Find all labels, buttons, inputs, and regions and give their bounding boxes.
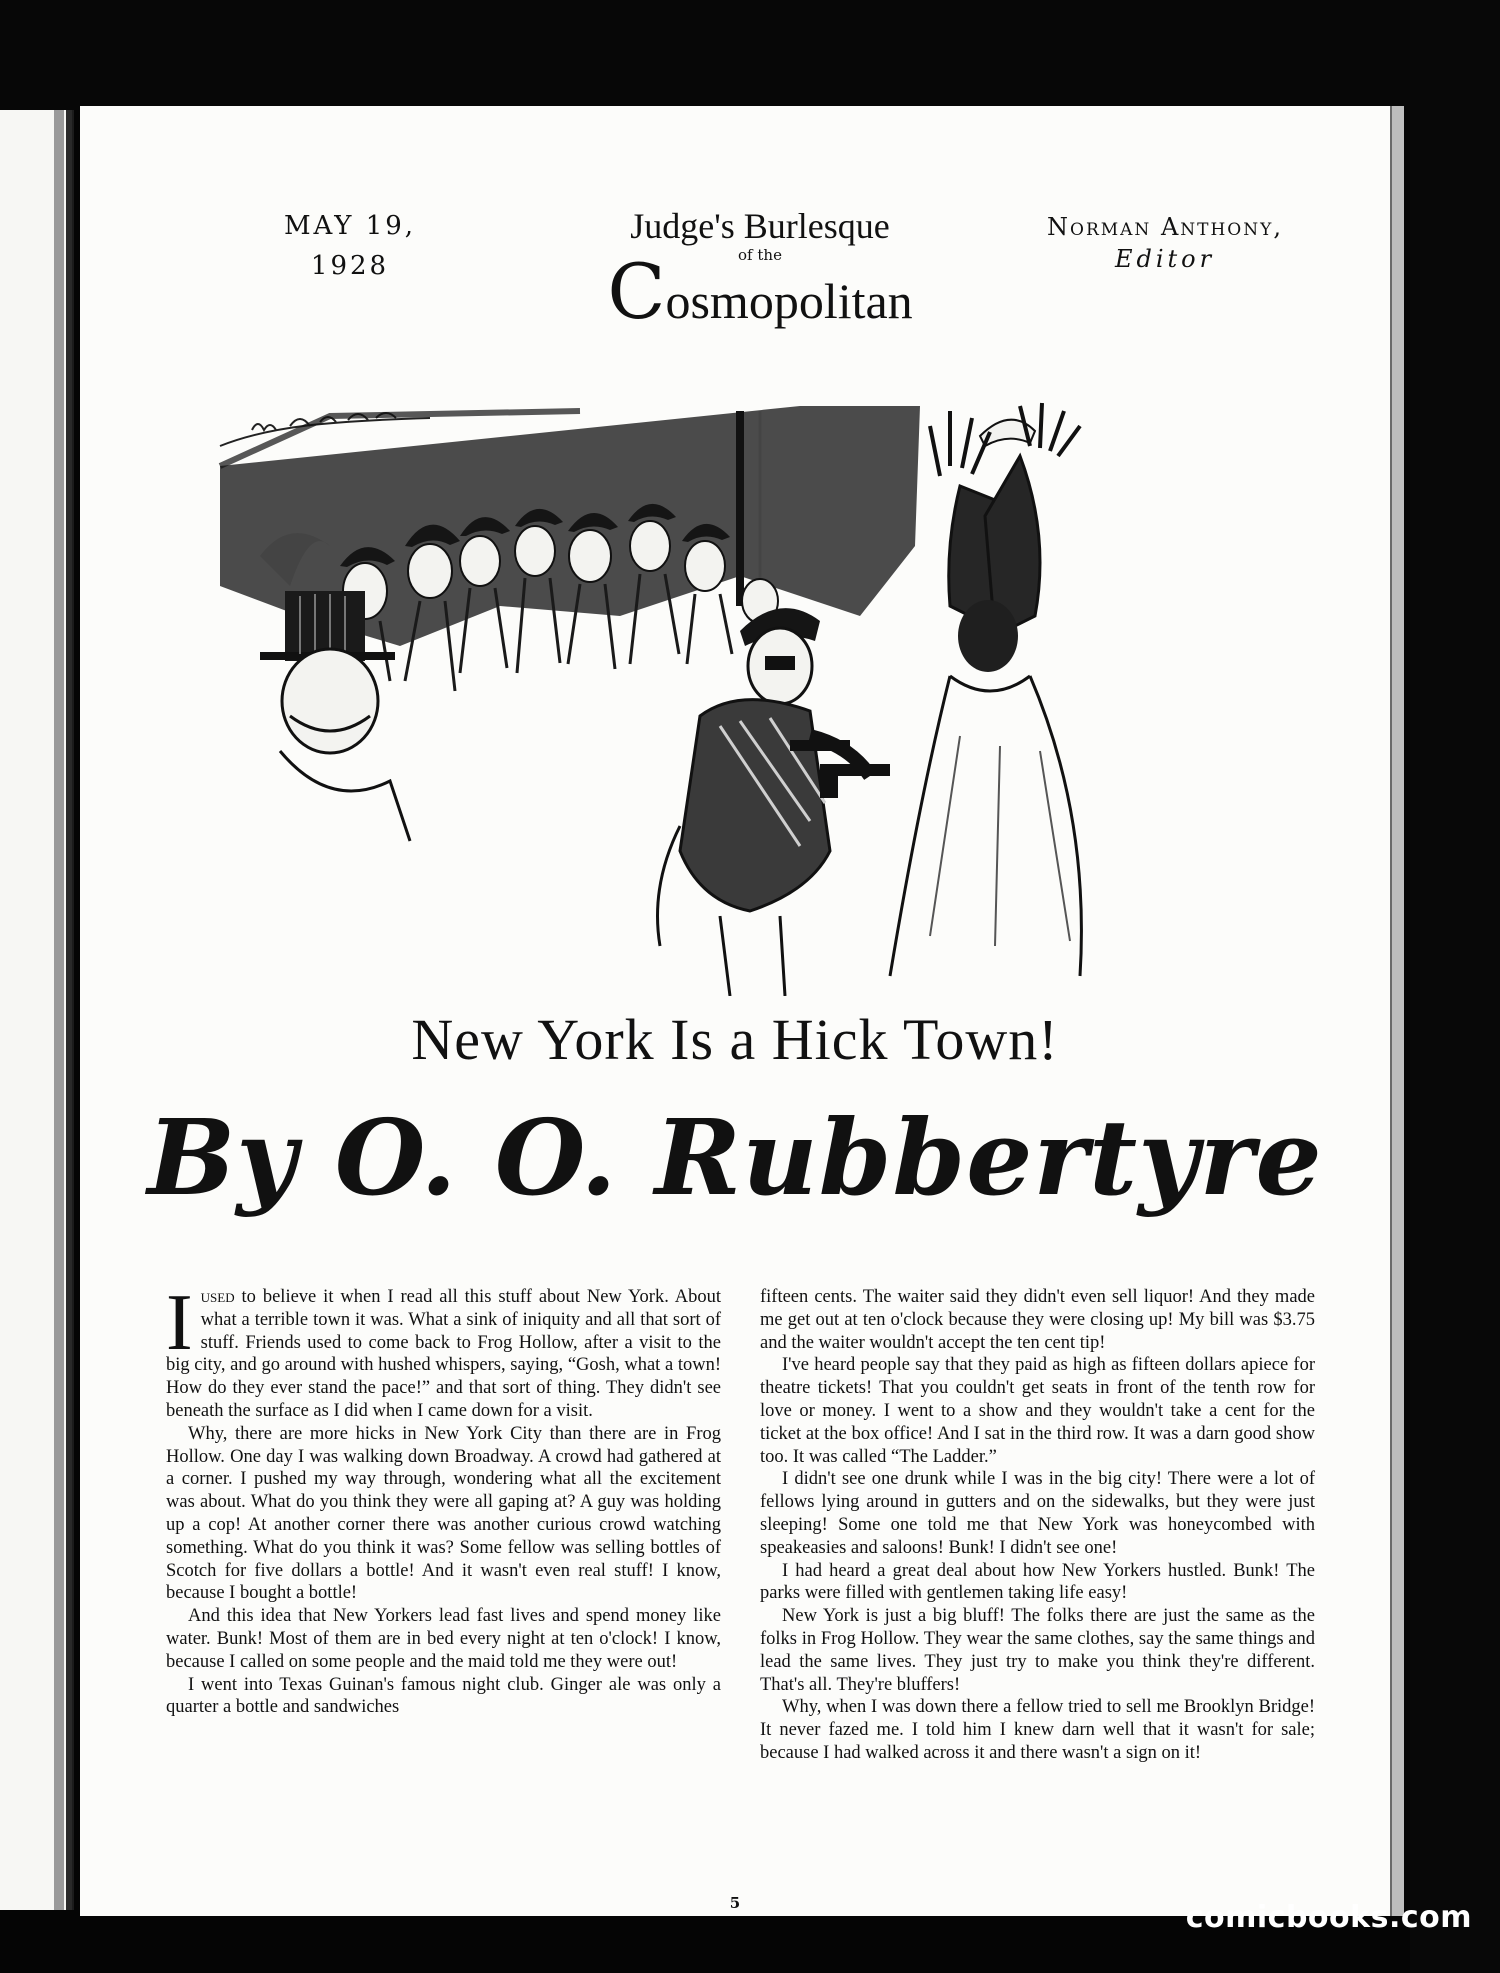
article-paragraph: New York is just a big bluff! The folks there are just the same as the folks in Frog Hollow. They wear the same clothes, say the same things and lead the same lives. They just try to make you think they're different. That's all. They're bluffers! [760, 1606, 1315, 1695]
gunman [658, 608, 891, 996]
article-byline: By O. O. Rubbertyre [147, 1096, 1323, 1219]
drop-cap: I [166, 1279, 193, 1367]
article-column-1 [166, 1279, 721, 1719]
issue-date [260, 206, 440, 286]
source-watermark: comicbooks.com [1185, 1900, 1472, 1935]
masthead-rest: osmopolitan [665, 273, 913, 329]
article-headline: New York Is a Hick Town! [411, 1007, 1059, 1072]
scan-background-right [1410, 0, 1500, 1973]
editor-title: Editor [1114, 245, 1216, 273]
page-number: 5 [729, 1894, 741, 1912]
issue-date-day: MAY 19, [283, 211, 417, 241]
editor-credit [980, 210, 1350, 274]
article-column-2 [760, 1286, 1315, 1765]
paragraph-text: to believe it when I read all this stuff about New York. About what a terrible town it was. What a sink of iniquity and all that sort of stuff. Friends used to come back to Frog Hollow, after a visit to the big city, and go around with hushed whispers, saying, “Gosh, what a town! How do they ever stand the pace!” and that sort of thing. They didn't see beneath the surface as I did when I came down for a visit. [166, 1287, 721, 1421]
masthead-line-2: of the [738, 246, 782, 264]
masthead-title [520, 206, 1000, 336]
article-paragraph [166, 1279, 721, 1423]
illustration-holdup-scene [180, 356, 1280, 996]
article-paragraph: I didn't see one drunk while I was in the big city! There were a lot of fellows lying around in gutters and on the sidewalks, but they were just sleeping! Some one told me that New York was honeycombed with speakeasies and saloons! Bunk! I didn't see one! [760, 1469, 1315, 1558]
article-paragraph: fifteen cents. The waiter said they didn't even sell liquor! And they made me get out at ten o'clock because they were closing up! My bill was $3.75 and the waiter wouldn't accept the ten cent tip! [760, 1287, 1315, 1353]
page-edge-right [1390, 106, 1404, 1916]
article-paragraph: Why, there are more hicks in New York City than there are in Frog Hollow. One day I was walking down Broadway. A crowd had gathered at a corner. I pushed my way through, wondering what all the excitement was about. What do you think they were all gaping at? A guy was holding up a cop! At another corner there was another curious crowd watching something. What do you think it was? Some fellow was selling bottles of Scotch for five dollars a bottle! And it wasn't even real stuff! I know, because I bought a bottle! [166, 1423, 721, 1604]
scan-background-top [0, 0, 1500, 110]
article-paragraph: I've heard people say that they paid as high as fifteen dollars apiece for theatre tickets! That you couldn't get seats in front of the tenth row for love or money. I went to a show and they wouldn't take a cent for the ticket at the box office! And I sat in the third row. It was a darn good show too. It was called “The Ladder.” [760, 1355, 1315, 1467]
masthead-initial: C [607, 247, 666, 336]
facing-page-edge [0, 110, 74, 1910]
article-paragraph: And this idea that New Yorkers lead fast lives and spend money like water. Bunk! Most of them are in bed every night at ten o'clock! I know, because I called on some people and the maid told me they were out! [166, 1606, 721, 1672]
issue-date-year: 1928 [310, 251, 390, 281]
article-paragraph: I had heard a great deal about how New Yorkers hustled. Bunk! The parks were filled with gentlemen taking life easy! [760, 1560, 1315, 1604]
magazine-page [80, 106, 1390, 1916]
article-paragraph: I went into Texas Guinan's famous night club. Ginger ale was only a quarter a bottle and sandwiches [166, 1674, 721, 1718]
policeman-hands-up [890, 403, 1081, 976]
editor-name: Norman Anthony, [1047, 213, 1283, 241]
masthead-line-1: Judge's Burlesque [630, 206, 890, 246]
article-paragraph: Why, when I was down there a fellow tried to sell me Brooklyn Bridge! It never fazed me. I told him I knew darn well that it wasn't for sale; because I had walked across it and there wasn't a sign on it! [760, 1697, 1315, 1763]
lead-small-caps: used [200, 1287, 235, 1307]
